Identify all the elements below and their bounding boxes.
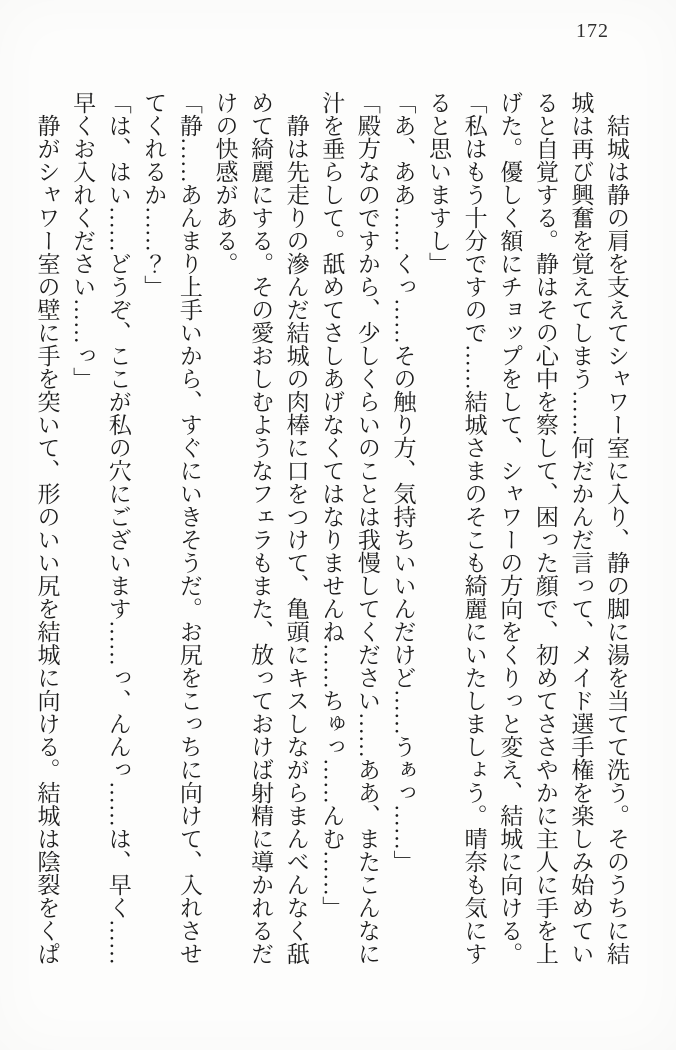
paragraph-dialogue: 「静……あんまり上手いから、すぐにいきそうだ。お尻をこっちに向けて、入れさせてくれるか……？」 (141, 91, 202, 965)
paragraph-dialogue: 「は、はい……どうぞ、ここが私の穴にございます……っ、んんっ……は、早く……早くお入れください……っ」 (70, 91, 131, 965)
paragraph-narration: 静がシャワー室の壁に手を突いて、形のいい尻を結城に向ける。結城は陰裂をくぱ (34, 114, 60, 965)
paragraph-dialogue: 「殿方なのですから、少しくらいのことは我慢してください……ああ、またこんなに汁を垂らして。舐めてさしあげなくてはなりませんね……ちゅっ……んむ……」 (319, 91, 380, 965)
paragraph-narration: 結城は静の肩を支えてシャワー室に入り、静の脚に湯を当てて洗う。そのうちに結城は再び興奮を覚えてしまう……何だかんだ言って、メイド選手権を楽しみ始めていると自覚する。静はその心中を察して、困った顔で、初めてささやかに主人に手を上げた。優しく額にチョップをして、シャワーの方向をくりっと変え、結城に向ける。 (497, 91, 629, 965)
paragraph-narration: 静は先走りの滲んだ結城の肉棒に口をつけて、亀頭にキスしながらまんべんなく舐めて綺麗にする。その愛おしむようなフェラもまた、放っておけば射精に導かれるだけの快感がある。 (212, 91, 309, 965)
page-number: 172 (576, 20, 609, 42)
paragraph-dialogue: 「あ、ああ……くっ……その触り方、気持ちいいんだけど……うぁっ……」 (390, 91, 416, 873)
text-body (29, 91, 634, 967)
paragraph-dialogue: 「私はもう十分ですので……結城さまのそこも綺麗にいたしましょう。晴奈も気にすると思いますし」 (426, 91, 487, 965)
